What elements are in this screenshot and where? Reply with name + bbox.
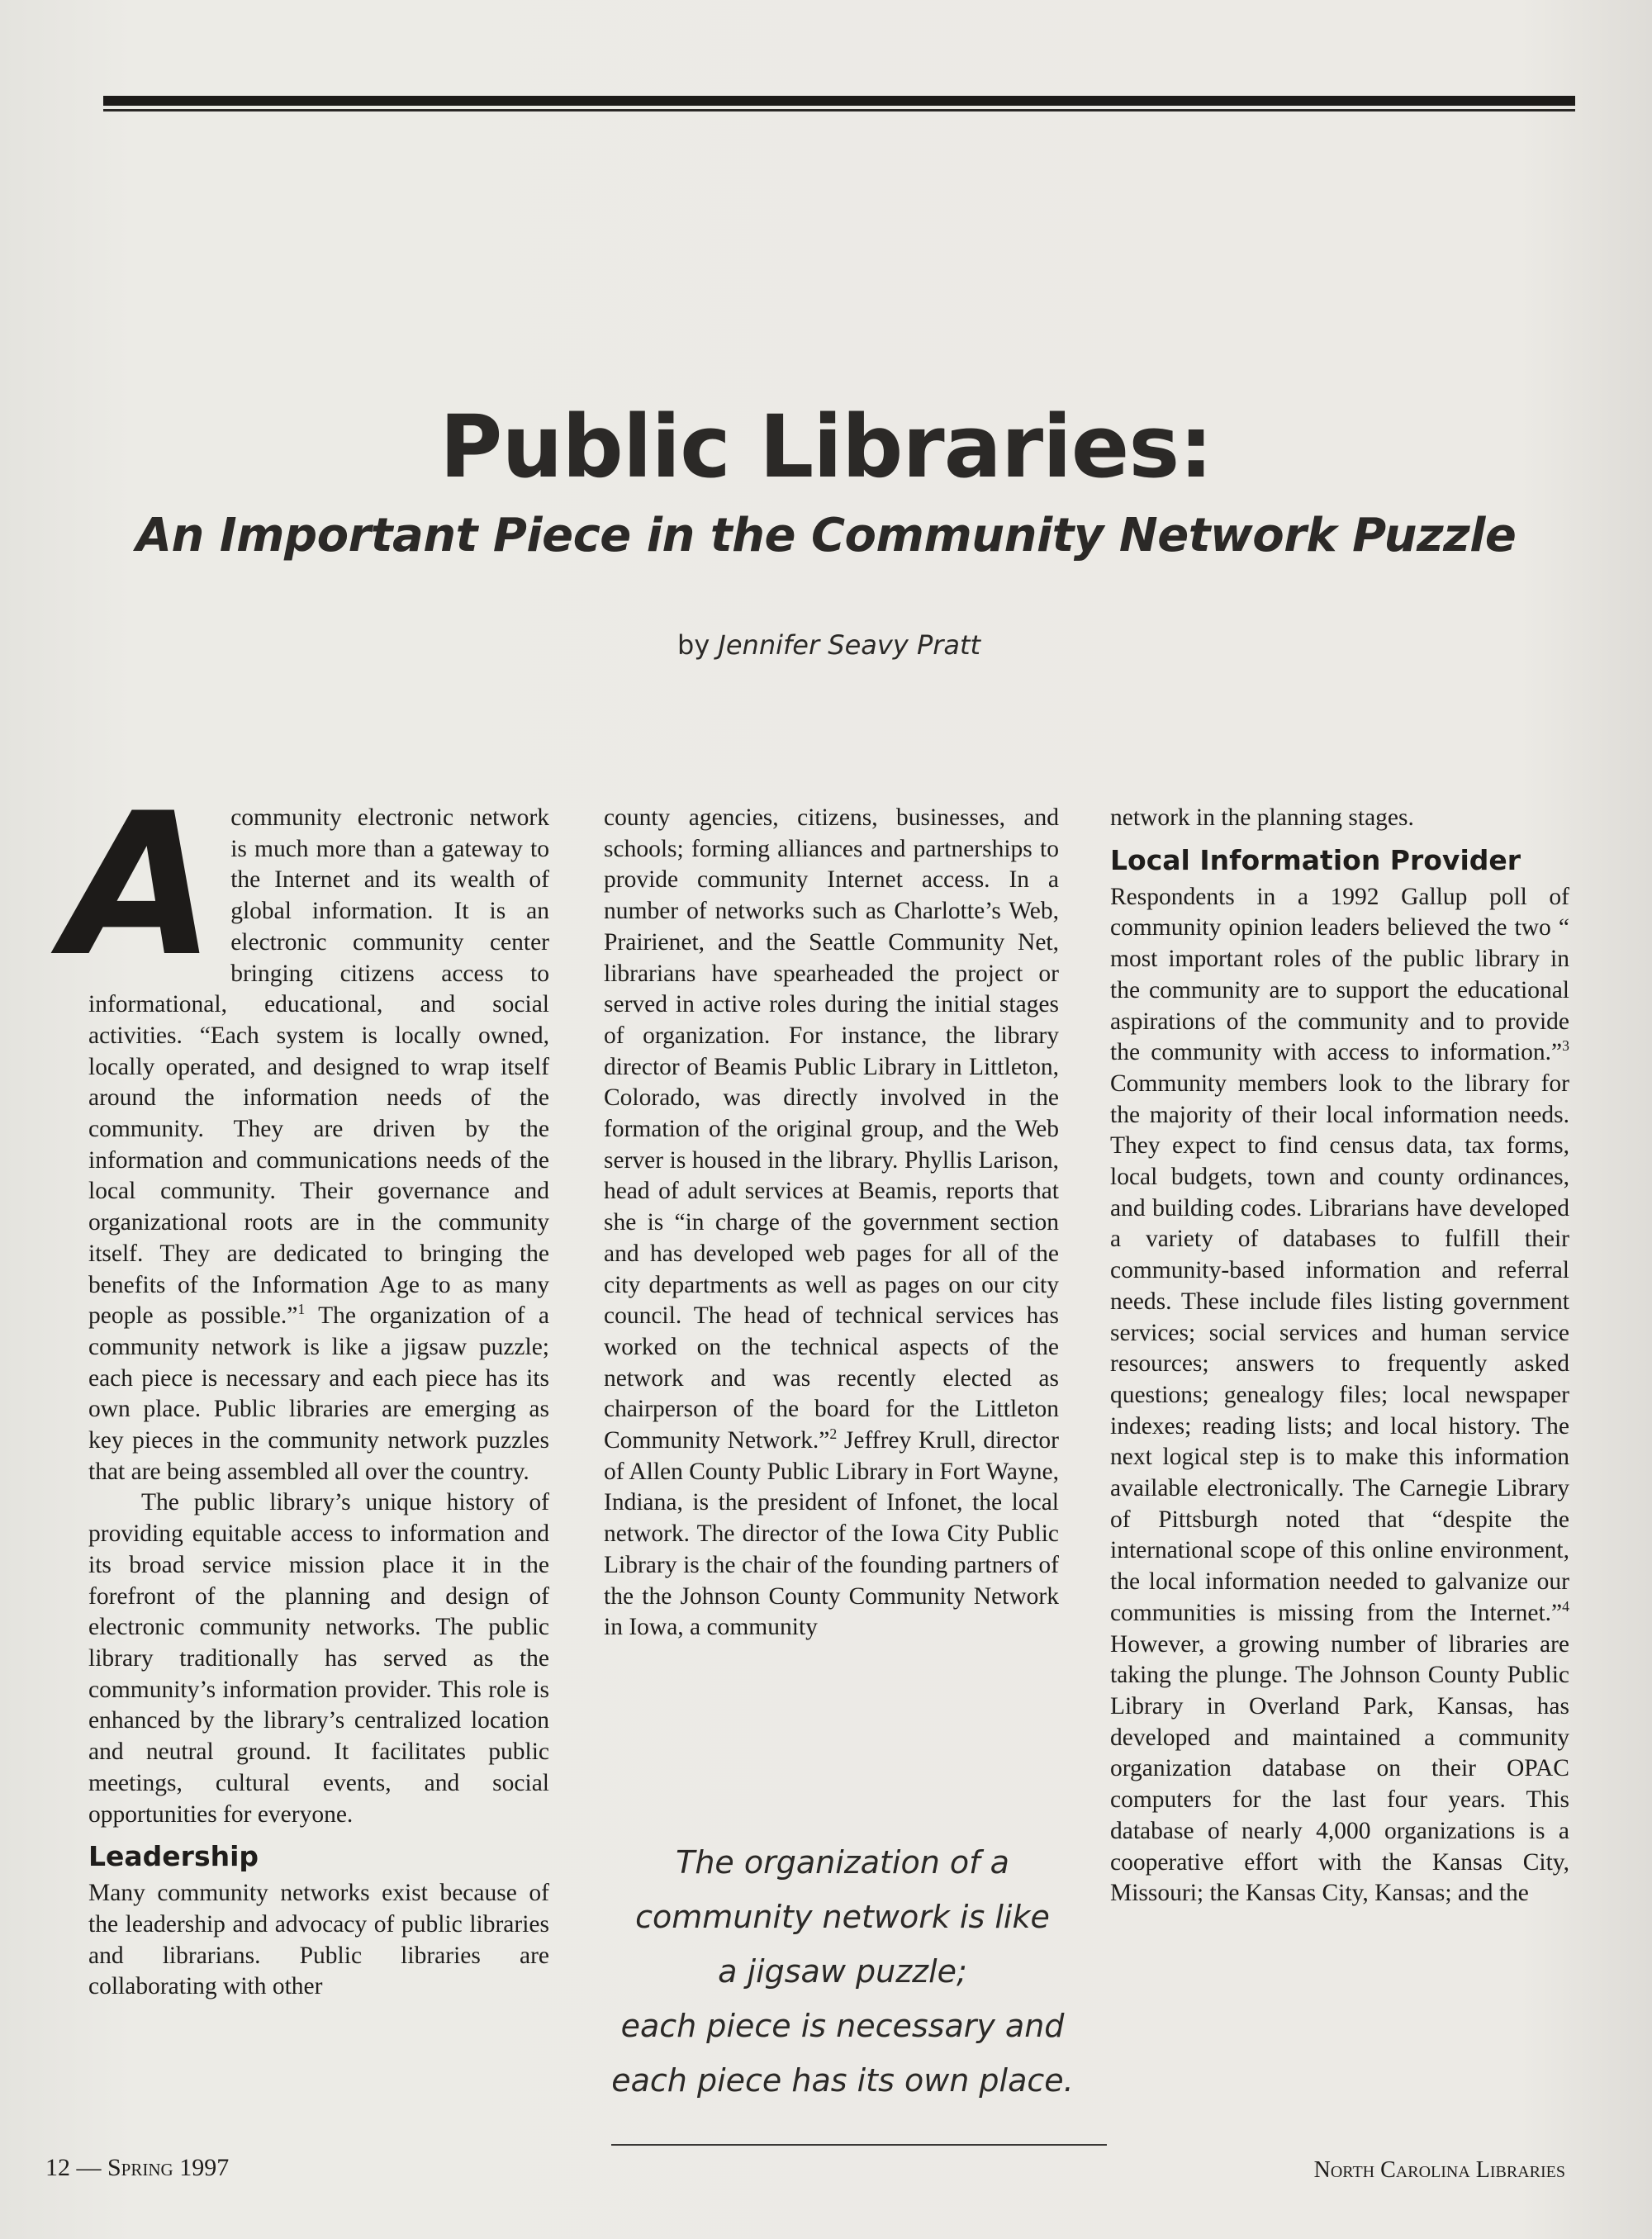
paragraph [64,771,549,1487]
issue-date: Spring 1997 [107,2154,230,2181]
section-heading-leadership: Leadership [88,1840,259,1873]
pull-quote [611,1835,1074,2108]
footer-dash: — [76,2154,102,2181]
pull-quote-line: a jigsaw puzzle; [718,1953,967,1990]
column-1 [64,771,549,2003]
paragraph-text: community electronic network is much more than a gateway to the Internet and its wealth of global information. It is an electronic community center bringing citizens access to informational, educational, and social activities. “Each system is locally owned, locally operated, and designed to wrap itself around the information needs of the community. They are driven by the information and communications needs of the local community. Their governance and organizational roots are in the community itself. They are dedicated to bringing the benefits of the Information Age to as many people as possible.” [88,804,549,1330]
top-rule [103,96,1575,106]
footnote-ref: 2 [829,1425,838,1443]
journal-name: North Carolina Libraries [1313,2157,1565,2183]
article-title: Public Libraries: [439,396,1213,497]
footnote-ref: 3 [1562,1037,1569,1055]
pull-quote-line: each piece is necessary and [620,2008,1065,2044]
paragraph-text: The organization of a community network is like a jigsaw puzzle; each piece is necessary and each piece has its own place. Public libraries are emerging as key pieces in the community network puzzles that are being assembled all over the country. [88,1302,549,1485]
paragraph: The public library’s unique history of providing equitable access to information and its broad service mission place it in the forefront of the planning and design of electronic community networks. The public library traditionally has served as the community’s information provider. This role is enhanced by the library’s centralized location and neutral ground. It facilitates public meetings, cultural events, and social opportunities for everyone. [88,1489,549,1828]
page-number: 12 [45,2154,70,2181]
paragraph-text: county agencies, citizens, businesses, and schools; forming alliances and partnerships to provide community Internet access. In a number of networks such as Charlotte’s Web, Prairienet, and the Seattle Community Net, librarians have spearheaded the project or served in active roles during the initial stages of organization. For instance, the library director of Beamis Public Library in Littleton, Colorado, was directly involved in the formation of the original group, and the Web server is housed in the library. Phyllis Larison, head of adult services at Beamis, reports that she is “in charge of the government section and has developed web pages for all of the city departments as well as pages on our city council. The head of technical services has worked on the technical aspects of the network and was recently elected as chairperson of the board for the Littleton Community Network.” [604,804,1059,1454]
column-2 [604,803,1059,1644]
byline [677,629,980,661]
article-subtitle: An Important Piece in the Community Network Puzzle [135,509,1517,562]
section-heading-local-information: Local Information Provider [1110,843,1521,876]
pull-quote-line: The organization of a [676,1844,1009,1881]
paragraph [604,803,1059,1644]
paragraph: Many community networks exist because of the leadership and advocacy of public libraries and librarians. Public libraries are collaborating with other [88,1880,549,2000]
column-3 [1110,803,1569,1909]
paragraph [1110,882,1569,1909]
page-footer-left [45,2154,229,2182]
pull-quote-line: each piece has its own place. [611,2062,1074,2099]
drop-cap: A [64,771,216,1000]
paragraph-text: Jeffrey Krull, director of Allen County Public Library in Fort Wayne, Indiana, is the president of Infonet, the local network. The director of the Iowa City Public Library is the chair of the founding partners of the the Johnson County Community Network in Iowa, a community [604,1427,1059,1641]
paragraph-text: Community members look to the library for the majority of their local information needs. They expect to find census data, tax forms, local budgets, town and county ordinances, and building codes. Librarians have developed a variety of databases to fulfill their community-based information and referral needs. These include files listing government services; social services and human service resources; answers to frequently asked questions; genealogy files; local newspaper indexes; reading lists; and local history. The next logical step is to make this information available electronically. The Carnegie Library of Pittsburgh noted that “despite the international scope of this online environment, the local information needed to galvanize our communities is missing from the Internet.” [1110,1070,1569,1626]
paragraph-text: Respondents in a 1992 Gallup poll of community opinion leaders believed the two “ most important roles of the public library in the community are to support the educational aspirations of the community and to provide the community with access to information.” [1110,883,1569,1066]
author-name: Jennifer Seavy Pratt [718,629,981,661]
top-rule-thin [103,109,1575,111]
pull-quote-line: community network is like [635,1899,1050,1935]
byline-prefix: by [677,629,710,661]
pull-quote-rule [611,2144,1107,2146]
footnote-ref: 4 [1562,1598,1569,1615]
paragraph-text: However, a growing number of libraries are taking the plunge. The Johnson County Public Library in Overland Park, Kansas, has developed and maintained a community organization database on their OPAC computers for the last four years. This database of nearly 4,000 organizations is a cooperative effort with the Kansas City, Missouri; the Kansas City, Kansas; and the [1110,1630,1569,1907]
paragraph: network in the planning stages. [1110,804,1414,831]
footnote-ref: 1 [297,1301,306,1318]
